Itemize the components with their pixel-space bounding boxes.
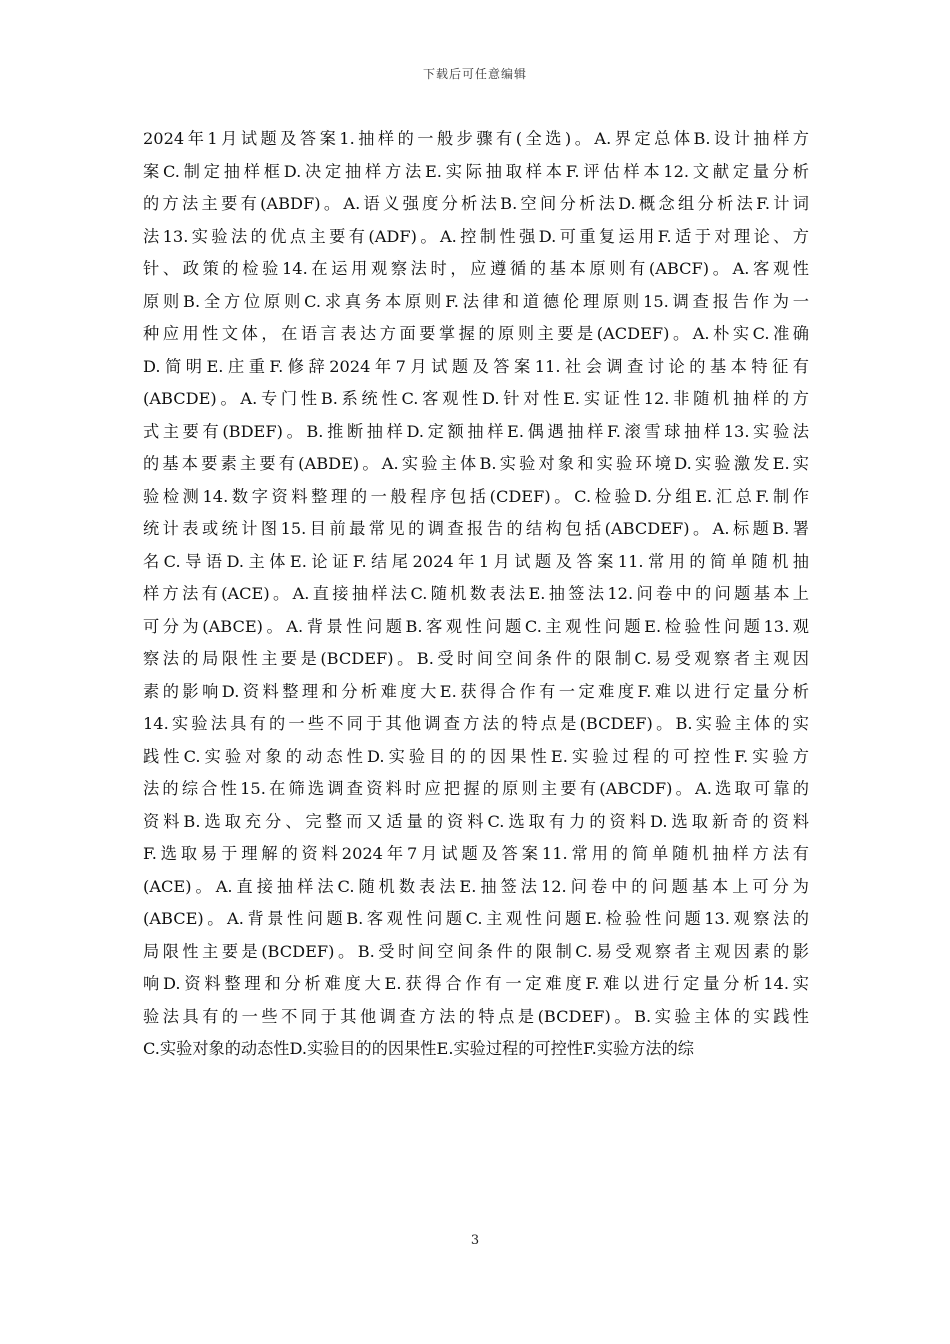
text-line: 名C.导语D.主体E.论证F.结尾2024年1月试题及答案11.常用的简单随机抽: [143, 551, 809, 571]
text-line: 法13.实验法的优点主要有(ADF)。A.控制性强D.可重复运用F.适于对理论、方: [143, 226, 809, 246]
text-line: 14.实验法具有的一些不同于其他调查方法的特点是(BCDEF)。B.实验主体的实: [143, 714, 809, 733]
text-line: 践性C.实验对象的动态性D.实验目的的因果性E.实验过程的可控性F.实验方: [143, 746, 809, 766]
text-line: 种应用性文体，在语言表达方面要掌握的原则主要是(ACDEF)。A.朴实C.准确: [143, 324, 809, 343]
page-number: 3: [470, 1233, 480, 1248]
text-line: 针、政策的检验14.在运用观察法时，应遵循的基本原则有(ABCF)。A.客观性: [143, 259, 809, 278]
document-body: [143, 123, 809, 1066]
text-line: 2024年1月试题及答案1.抽样的一般步骤有(全选)。A.界定总体B.设计抽样方: [143, 129, 809, 148]
text-line: 统计表或统计图15.目前最常见的调查报告的结构包括(ABCDEF)。A.标题B.署: [143, 519, 809, 538]
text-line: 局限性主要是(BCDEF)。B.受时间空间条件的限制C.易受观察者主观因素的影: [143, 941, 809, 961]
text-line: 验检测14.数字资料整理的一般程序包括(CDEF)。C.检验D.分组E.汇总F.制作: [143, 486, 809, 506]
text-line: 法的综合性15.在筛选调查资料时应把握的原则主要有(ABCDF)。A.选取可靠的: [143, 779, 809, 798]
text-line: C.实验对象的动态性D.实验目的的因果性E.实验过程的可控性F.实验方法的综: [143, 1039, 694, 1058]
text-line: 案C.制定抽样框D.决定抽样方法E.实际抽取样本F.评估样本12.文献定量分析: [143, 161, 809, 181]
text-line: 的方法主要有(ABDF)。A.语义强度分析法B.空间分析法D.概念组分析法F.计词: [143, 194, 809, 213]
text-line: 式主要有(BDEF)。B.推断抽样D.定额抽样E.偶遇抽样F.滚雪球抽样13.实验法: [143, 421, 809, 441]
text-line: 察法的局限性主要是(BCDEF)。B.受时间空间条件的限制C.易受观察者主观因: [143, 649, 809, 668]
text-line: 响D.资料整理和分析难度大E.获得合作有一定难度F.难以进行定量分析14.实: [143, 974, 809, 993]
text-line: D.简明E.庄重F.修辞2024年7月试题及答案11.社会调查讨论的基本特征有: [143, 356, 809, 376]
text-line: 的基本要素主要有(ABDE)。A.实验主体B.实验对象和实验环境D.实验激发E.实: [143, 454, 809, 473]
text-line: 验法具有的一些不同于其他调查方法的特点是(BCDEF)。B.实验主体的实践性: [143, 1006, 809, 1026]
text-line: (ABCE)。A.背景性问题B.客观性问题C.主观性问题E.检验性问题13.观察法的: [143, 909, 809, 928]
text-line: (ABCDE)。A.专门性B.系统性C.客观性D.针对性E.实证性12.非随机抽样的方: [143, 389, 809, 408]
text-line: F.选取易于理解的资料2024年7月试题及答案11.常用的简单随机抽样方法有: [143, 844, 809, 863]
text-line: 可分为(ABCE)。A.背景性问题B.客观性问题C.主观性问题E.检验性问题13.观: [143, 616, 809, 636]
page-header-note: 下载后可任意编辑: [422, 67, 527, 81]
text-line: 资料B.选取充分、完整而又适量的资料C.选取有力的资料D.选取新奇的资料: [143, 811, 809, 831]
text-line: 样方法有(ACE)。A.直接抽样法C.随机数表法E.抽签法12.问卷中的问题基本上: [143, 584, 809, 603]
text-line: (ACE)。A.直接抽样法C.随机数表法E.抽签法12.问卷中的问题基本上可分为: [143, 876, 809, 896]
text-line: 素的影响D.资料整理和分析难度大E.获得合作有一定难度F.难以进行定量分析: [143, 681, 809, 701]
text-line: 原则B.全方位原则C.求真务本原则F.法律和道德伦理原则15.调查报告作为一: [143, 291, 809, 311]
